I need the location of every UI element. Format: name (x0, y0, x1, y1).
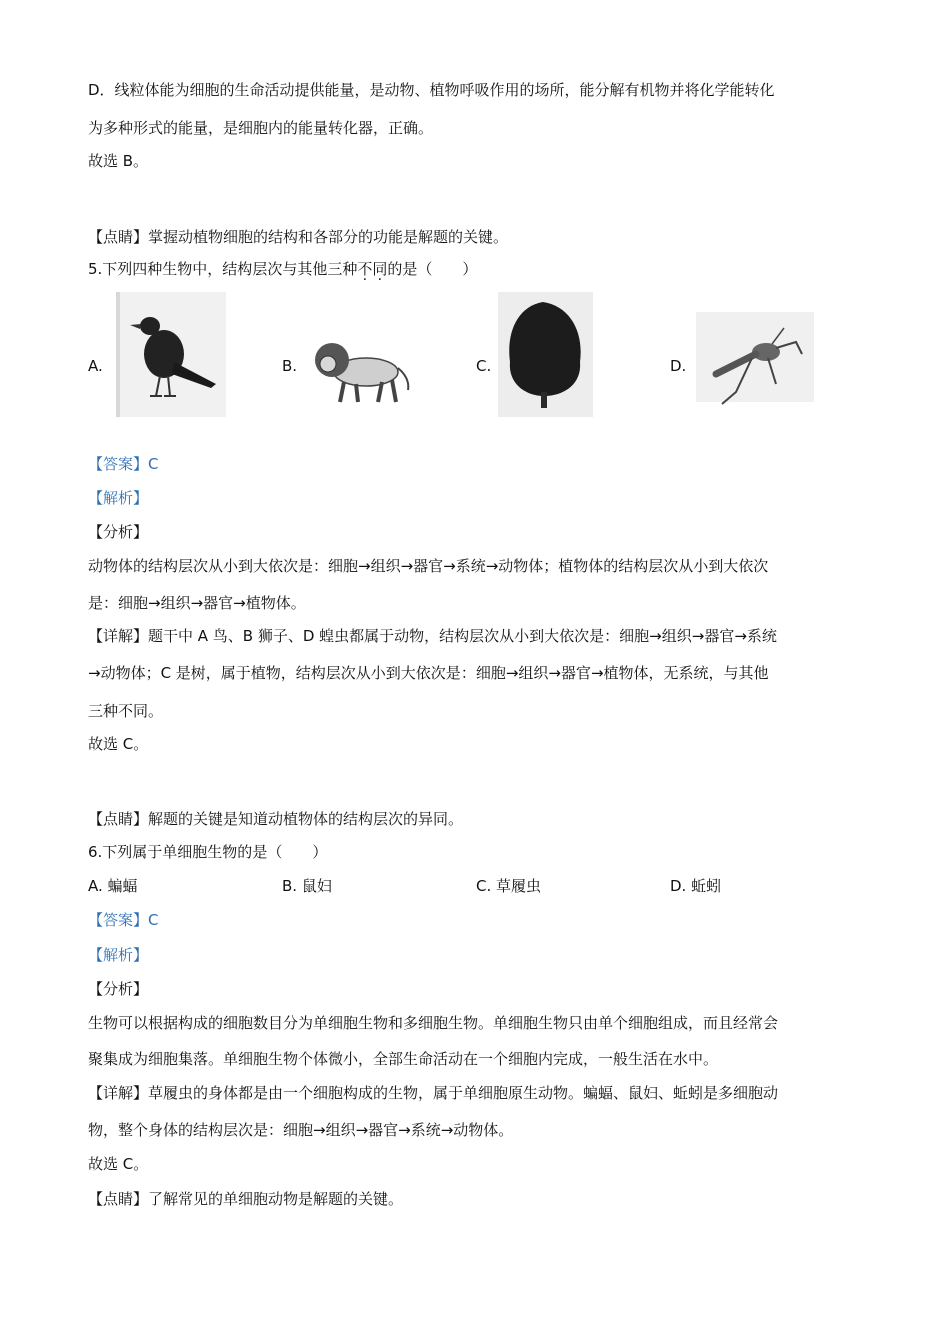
emphasis-char: 同 (372, 260, 388, 278)
option-d: D. 蚯蚓 (670, 877, 722, 895)
question-6-stem: 6.下列属于单细胞生物的是（ ） (88, 843, 328, 861)
text-line: 【详解】题干中 A 鸟、B 狮子、D 蝗虫都属于动物，结构层次从小到大依次是：细胞→组织→器官→系统 (88, 627, 777, 645)
tip-line: 【点睛】解题的关键是知道动植物体的结构层次的异同。 (88, 810, 464, 828)
text-line: D．线粒体能为细胞的生命活动提供能量，是动物、植物呼吸作用的场所，能分解有机物并将化学能转化 (88, 81, 775, 99)
option-b (282, 292, 422, 417)
analysis-label: 【解析】 (88, 489, 149, 507)
text-line: 聚集成为细胞集落。单细胞生物个体微小，全部生命活动在一个细胞内完成，一般生活在水中。 (88, 1050, 719, 1068)
option-label: C. (476, 357, 492, 375)
answer-label: 【答案】C (88, 911, 159, 929)
text-line: 是：细胞→组织→器官→植物体。 (88, 594, 306, 612)
text-line: 【详解】草履虫的身体都是由一个细胞构成的生物，属于单细胞原生动物。蝙蝠、鼠妇、蚯蚓是多细胞动 (88, 1084, 779, 1102)
text-line: 动物体的结构层次从小到大依次是：细胞→组织→器官→系统→动物体；植物体的结构层次从小到大依次 (88, 557, 769, 575)
question-text: 5.下列四种生物中，结构层次与其他三种 (88, 260, 358, 278)
tree-icon (498, 292, 593, 417)
analysis-heading: 【分析】 (88, 523, 149, 541)
emphasis-char: 不 (357, 260, 373, 278)
text-line: 故选 C。 (88, 1155, 149, 1173)
answer-label: 【答案】C (88, 455, 159, 473)
text-line: 物，整个身体的结构层次是：细胞→组织→器官→系统→动物体。 (88, 1121, 514, 1139)
option-label: D. (670, 357, 687, 375)
option-a (88, 292, 228, 417)
tip-line: 【点睛】掌握动植物细胞的结构和各部分的功能是解题的关键。 (88, 228, 509, 246)
options-row (88, 876, 868, 896)
option-label: A. (88, 357, 103, 375)
bird-icon (116, 292, 226, 417)
text-line: 三种不同。 (88, 702, 164, 720)
text-line: 故选 C。 (88, 735, 149, 753)
text-line: 生物可以根据构成的细胞数目分为单细胞生物和多细胞生物。单细胞生物只由单个细胞组成，而且经常会 (88, 1014, 779, 1032)
text-line: 为多种形式的能量，是细胞内的能量转化器，正确。 (88, 119, 434, 137)
option-c (476, 292, 616, 417)
option-d (670, 292, 820, 417)
text-line: 故选 B。 (88, 152, 149, 170)
option-c: C. 草履虫 (476, 877, 542, 895)
option-label: B. (282, 357, 298, 375)
option-a: A. 蝙蝠 (88, 877, 138, 895)
tip-line: 【点睛】了解常见的单细胞动物是解题的关键。 (88, 1190, 404, 1208)
option-b: B. 鼠妇 (282, 877, 332, 895)
question-text: 的是（ ） (387, 260, 478, 278)
text-line: →动物体；C 是树，属于植物，结构层次从小到大依次是：细胞→组织→器官→植物体，无系统，与其他 (88, 664, 769, 682)
analysis-label: 【解析】 (88, 946, 149, 964)
lion-icon (304, 292, 419, 417)
grasshopper-icon (696, 292, 814, 417)
analysis-heading: 【分析】 (88, 980, 149, 998)
question-5-stem (88, 259, 477, 279)
